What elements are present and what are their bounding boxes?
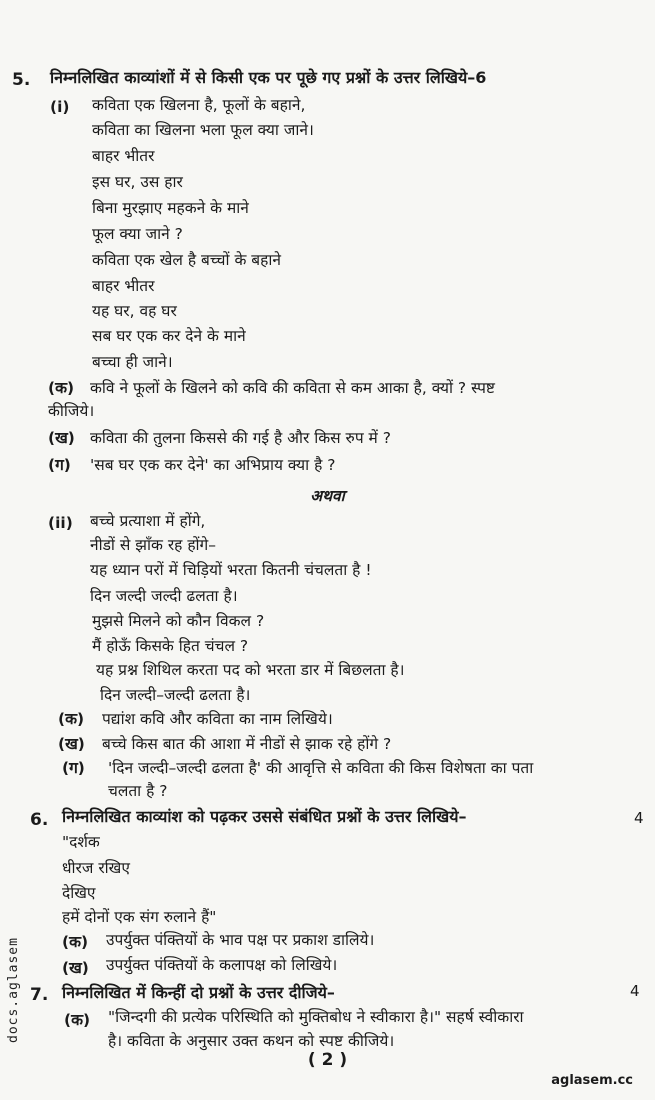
poem1-line: कविता एक खिलना है, फूलों के बहाने, <box>92 96 306 114</box>
q7-instruction: निम्नलिखित में किन्हीं दो प्रश्नों के उत्तर दीजिये– <box>62 983 335 1002</box>
poem1-line: बाहर भीतर <box>92 277 155 295</box>
poem1-line: बच्चा ही जाने। <box>92 353 173 371</box>
poem2-line: मैं होऊँ किसके हित चंचल ? <box>92 637 249 655</box>
poem1-line: फूल क्या जाने ? <box>92 225 183 243</box>
poem1-line: बाहर भीतर <box>92 147 155 165</box>
q6-kha-text: उपर्युक्त पंक्तियों के कलापक्ष को लिखिये। <box>106 956 338 974</box>
poem1-line: बिना मुरझाए महकने के माने <box>92 199 249 217</box>
q5-ii-ga-text-cont: चलता है ? <box>108 782 168 800</box>
q7-number: 7. <box>30 985 49 1005</box>
poem2-line: यह प्रश्न शिथिल करता पद को भरता डार में बिछलता है। <box>96 661 405 679</box>
poem2-line: यह ध्यान परों में चिड़ियों भरता कितनी चंचलता है ! <box>90 561 372 579</box>
q5-part2-label: (ii) <box>48 514 73 532</box>
poem2-line: दिन जल्दी–जल्दी ढलता है। <box>100 686 251 704</box>
poem1-line: कविता एक खेल है बच्चों के बहाने <box>92 251 281 269</box>
q6-verse-line: हमें दोनों एक संग रुलाने हैं" <box>62 908 217 926</box>
q6-verse-line: धीरज रखिए <box>62 859 130 877</box>
q7-marks: 4 <box>630 982 640 1000</box>
q5-i-kha-text: कविता की तुलना किससे की गई है और किस रुप में ? <box>90 429 391 447</box>
q5-ii-ka-text: पद्यांश कवि और कविता का नाम लिखिये। <box>102 710 333 728</box>
q5-i-ga-text: 'सब घर एक कर देने' का अभिप्राय क्या है ? <box>90 456 336 474</box>
poem1-line: कविता का खिलना भला फूल क्या जाने। <box>92 121 314 139</box>
q7-ka-label: (क) <box>64 1011 91 1029</box>
side-watermark: docs.aglasem <box>6 937 21 1043</box>
or-separator: अथवा <box>310 487 345 505</box>
q5-ii-ga-text: 'दिन जल्दी–जल्दी ढलता है' की आवृत्ति से कविता की किस विशेषता का पता <box>108 759 534 777</box>
q5-i-ka-label: (क) <box>48 379 75 397</box>
q5-ii-kha-text: बच्चे किस बात की आशा में नीडों से झाक रहे होंगे ? <box>102 735 392 753</box>
poem2-line: दिन जल्दी जल्दी ढलता है। <box>90 587 238 605</box>
page-number: ( 2 ) <box>307 1050 348 1070</box>
q5-i-kha-label: (ख) <box>48 429 75 447</box>
q5-i-ga-label: (ग) <box>48 456 71 474</box>
q7-ka-text: "जिन्दगी की प्रत्येक परिस्थिति को मुक्तिबोध ने स्वीकारा है।" सहर्ष स्वीकारा <box>108 1008 524 1026</box>
q6-kha-label: (ख) <box>62 959 89 977</box>
q6-instruction: निम्नलिखित काव्यांश को पढ़कर उससे संबंधित प्रश्नों के उत्तर लिखिये– <box>62 807 467 826</box>
q5-i-ka-text: कवि ने फूलों के खिलने को कवि की कविता से कम आका है, क्यों ? स्पष्ट <box>90 379 495 397</box>
poem1-line: इस घर, उस हार <box>92 173 183 191</box>
q6-ka-label: (क) <box>62 933 89 951</box>
q5-instruction: निम्नलिखित काव्यांशों में से किसी एक पर पूछे गए प्रश्नों के उत्तर लिखिये–6 <box>50 68 487 87</box>
q5-part1-label: (i) <box>50 98 70 116</box>
poem2-line: नीडों से झाँक रह होंगे– <box>90 536 217 554</box>
q6-ka-text: उपर्युक्त पंक्तियों के भाव पक्ष पर प्रकाश डालिये। <box>106 931 375 949</box>
q6-verse-line: "दर्शक <box>62 833 100 851</box>
poem2-line: मुझसे मिलने को कौन विकल ? <box>92 612 265 630</box>
q6-verse-line: देखिए <box>62 884 96 902</box>
poem1-line: सब घर एक कर देने के माने <box>92 327 246 345</box>
q5-number: 5. <box>12 70 31 90</box>
q6-number: 6. <box>30 810 49 830</box>
poem2-line: बच्चे प्रत्याशा में होंगे, <box>90 512 206 530</box>
poem1-line: यह घर, वह घर <box>92 302 177 320</box>
corner-watermark: aglasem.cc <box>551 1073 633 1088</box>
q7-ka-text-cont: है। कविता के अनुसार उक्त कथन को स्पष्ट कीजिये। <box>108 1032 395 1050</box>
q5-i-ka-text-cont: कीजिये। <box>48 402 95 420</box>
q5-ii-ka-label: (क) <box>58 710 85 728</box>
q6-marks: 4 <box>634 809 644 827</box>
q5-ii-ga-label: (ग) <box>62 759 85 777</box>
q5-ii-kha-label: (ख) <box>58 735 85 753</box>
